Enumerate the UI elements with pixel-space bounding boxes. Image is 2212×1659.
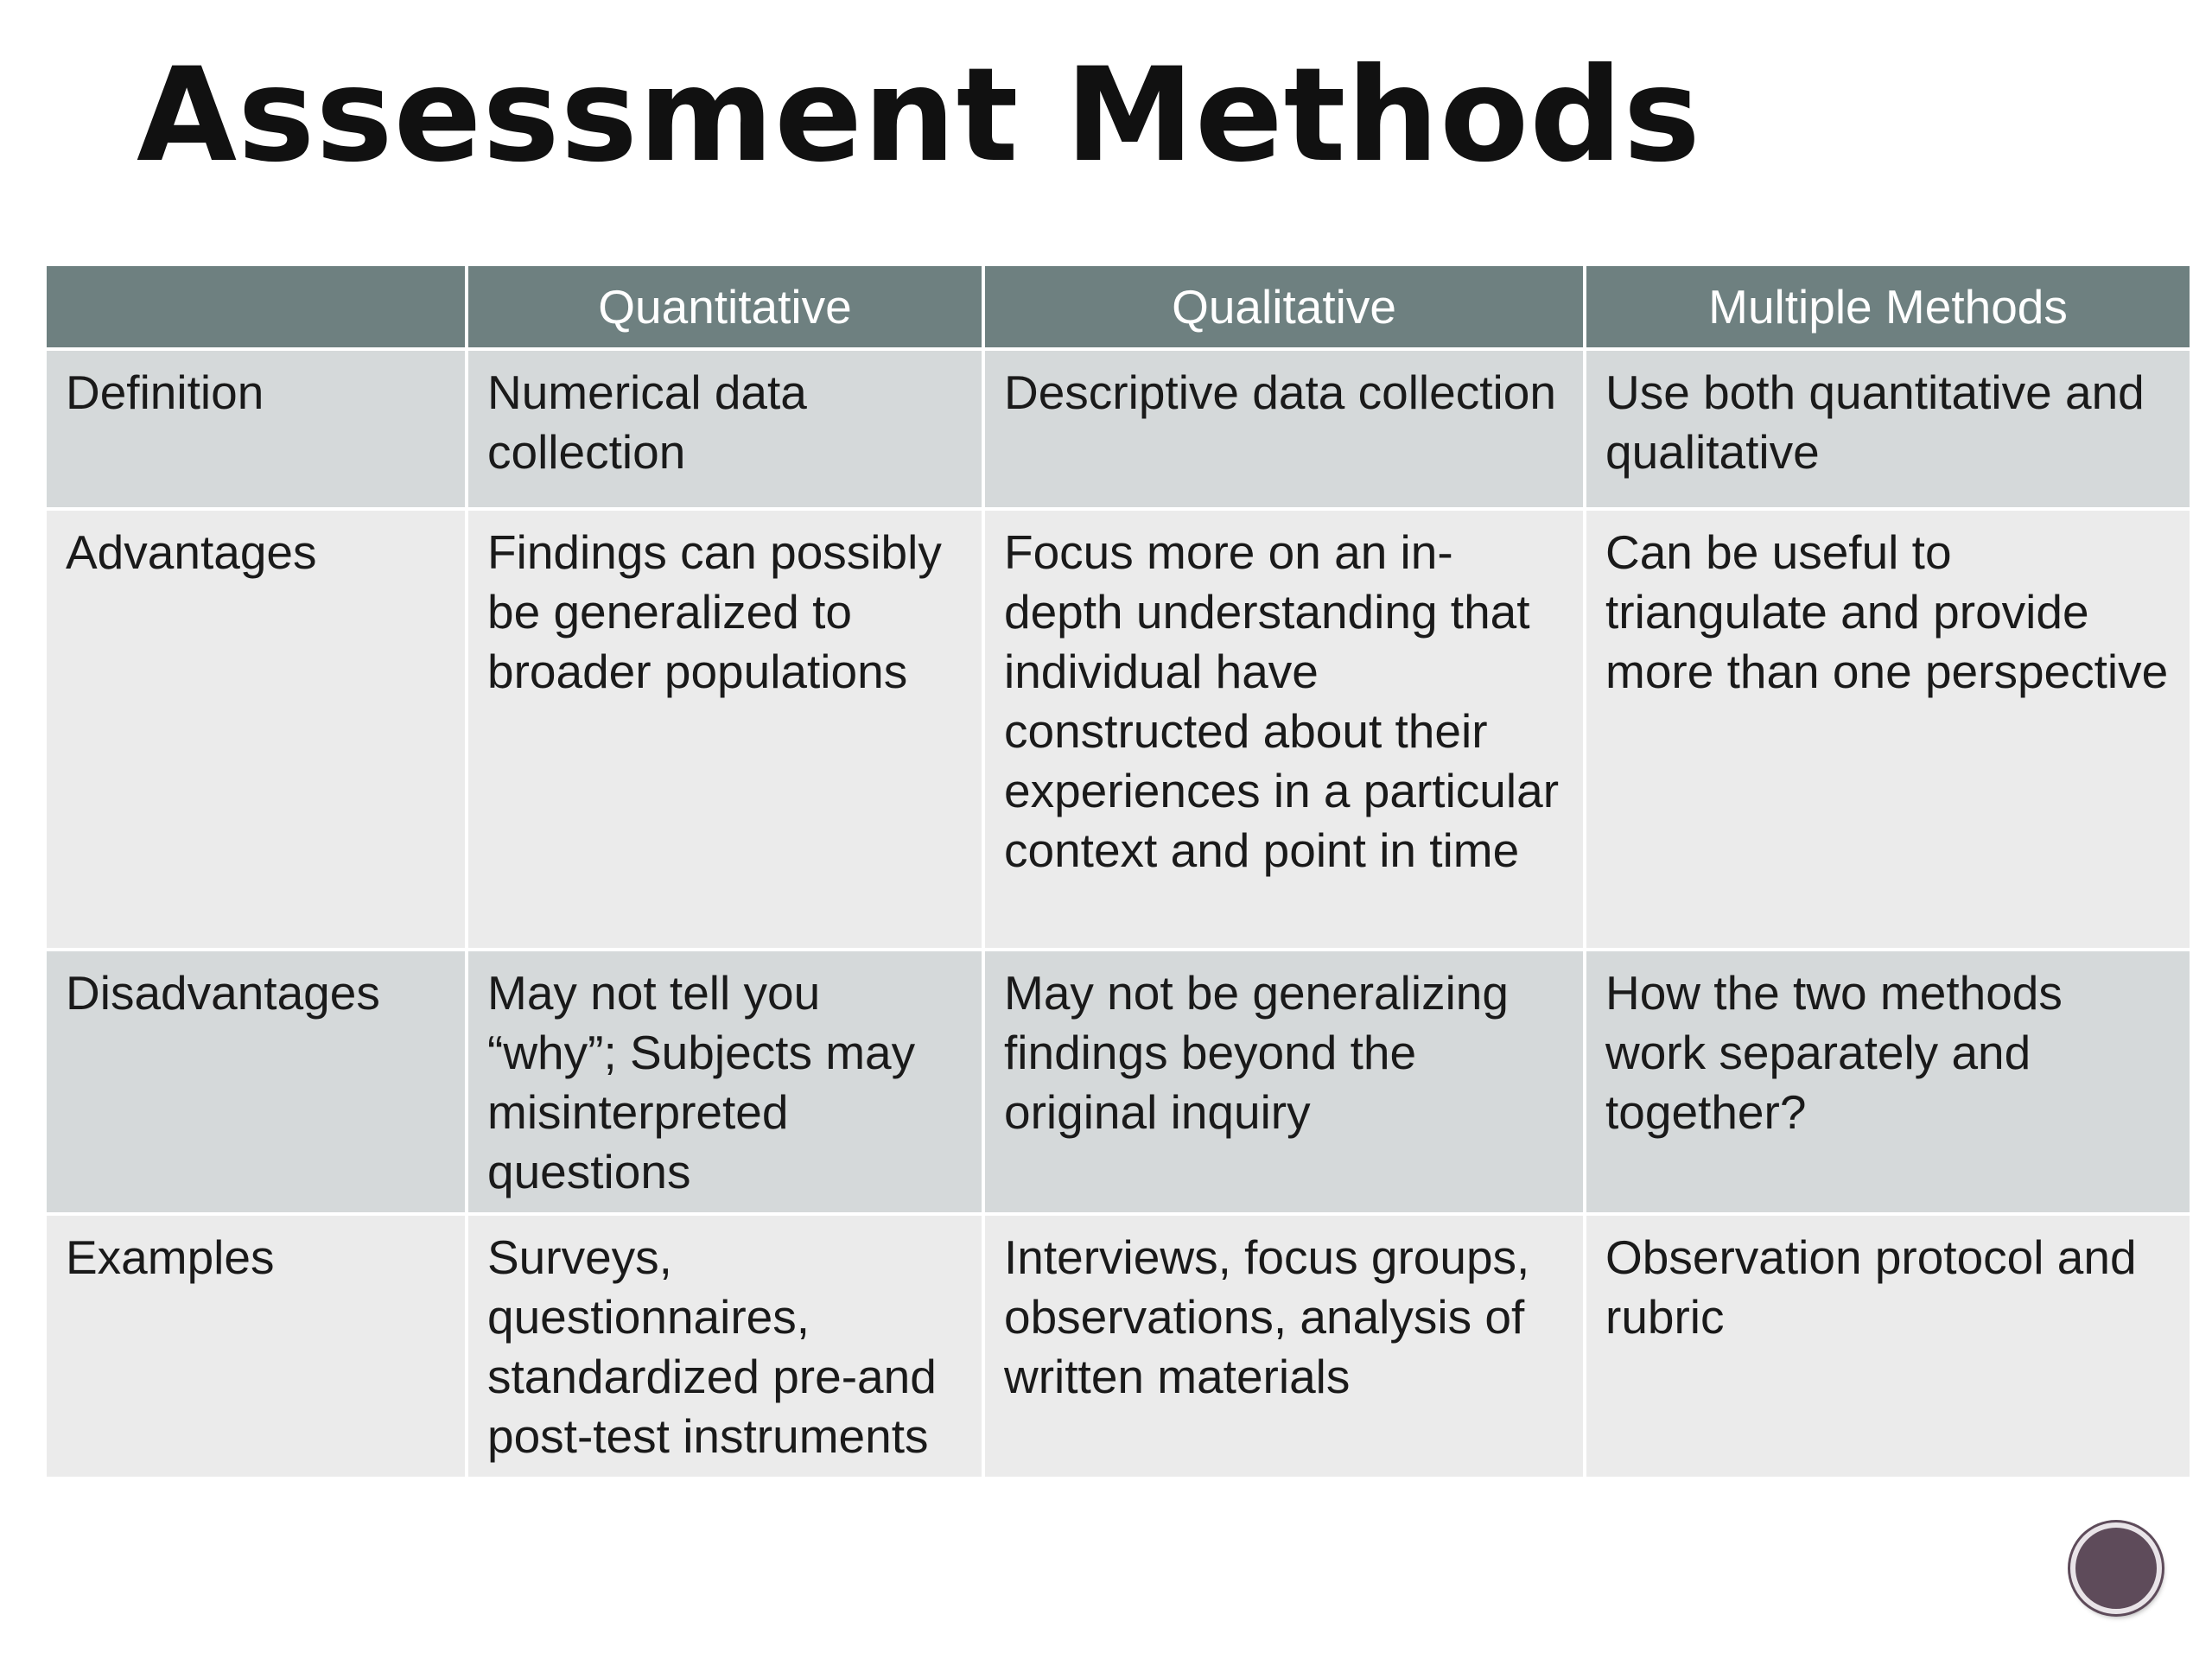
table-cell: May not be generalizing findings beyond the original inquiry [983,950,1585,1214]
table-row [45,1214,2191,1478]
table-cell: Findings can possibly be generalized to broader populations [467,509,983,950]
table-cell: May not tell you “why”; Subjects may misinterpreted questions [467,950,983,1214]
table-row [45,950,2191,1214]
row-label-examples: Examples [45,1214,467,1478]
table-cell: Can be useful to triangulate and provide more than one perspective [1585,509,2191,950]
table-cell: Numerical data collection [467,349,983,509]
table-cell: Focus more on an in-depth understanding that individual have constructed about their experiences in a particular context and point in time [983,509,1585,950]
header-cell-empty [45,264,467,349]
header-cell-qualitative: Qualitative [983,264,1585,349]
table-cell: Descriptive data collection [983,349,1585,509]
header-cell-quantitative: Quantitative [467,264,983,349]
assessment-methods-table [43,263,2193,1480]
page-title: Assessment Methods [137,41,1701,191]
table-cell: Observation protocol and rubric [1585,1214,2191,1478]
table-cell: Surveys, questionnaires, standardized pre-and post-test instruments [467,1214,983,1478]
table-row [45,349,2191,509]
row-label-definition: Definition [45,349,467,509]
row-label-advantages: Advantages [45,509,467,950]
header-cell-multiple-methods: Multiple Methods [1585,264,2191,349]
table-cell: Use both quantitative and qualitative [1585,349,2191,509]
table-cell: Interviews, focus groups, observations, analysis of written materials [983,1214,1585,1478]
table-header-row [45,264,2191,349]
table-cell: How the two methods work separately and together? [1585,950,2191,1214]
table-row [45,509,2191,950]
circle-nav-icon[interactable] [2070,1522,2162,1614]
row-label-disadvantages: Disadvantages [45,950,467,1214]
